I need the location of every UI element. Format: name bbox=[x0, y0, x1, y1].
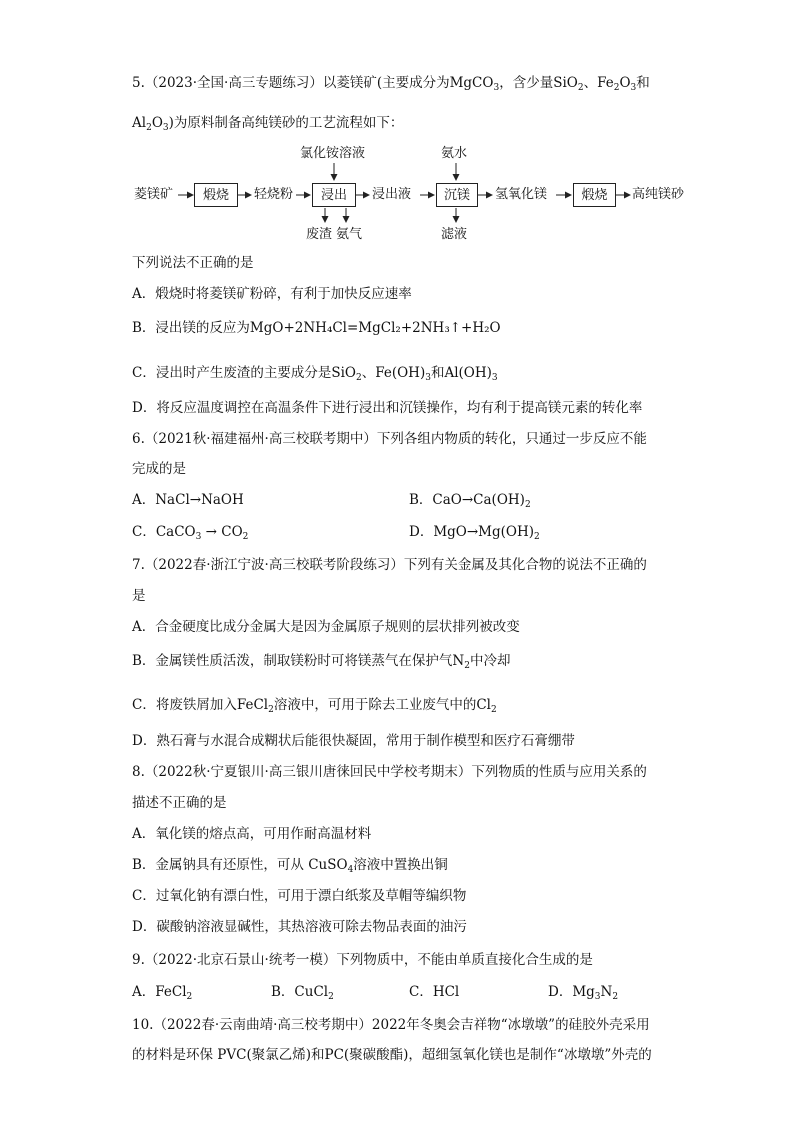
flow-powder-label: 轻烧粉 bbox=[254, 187, 294, 202]
q6-option-b: B．$CaO\to Ca(OH)_2$ bbox=[409, 492, 531, 510]
flow-raw-label: 菱镁矿 bbox=[134, 187, 174, 202]
q5-stem-line2: $Al_2O_3$)为原料制备高纯镁砂的工艺流程如下： bbox=[132, 115, 404, 133]
flow-waste-label: 废渣 bbox=[306, 227, 333, 242]
q7-option-a: A．合金硬度比成分金属大是因为金属原子规则的层状排列被改变 bbox=[132, 619, 520, 635]
q6-option-a: A．NaCl→NaOH bbox=[132, 492, 244, 508]
flow-calcine2-box: 煅烧 bbox=[573, 183, 616, 207]
q8-option-b: B．金属钠具有还原性，可从 CuSO$_4$溶液中置换出铜 bbox=[132, 857, 448, 875]
q6-option-d: D．$MgO\to Mg(OH)_2$ bbox=[409, 524, 540, 542]
q9-option-c: C．HCl bbox=[409, 984, 460, 1000]
flow-mgoh2-label: 氢氧化镁 bbox=[495, 187, 548, 202]
q5-option-d: D．将反应温度调控在高温条件下进行浸出和沉镁操作，均有利于提高镁元素的转化率 bbox=[132, 400, 643, 416]
flow-ammonia-water-label: 氨水 bbox=[441, 146, 468, 161]
flow-leachate-label: 浸出液 bbox=[372, 187, 412, 202]
q8-stem-line2: 描述不正确的是 bbox=[132, 795, 227, 811]
flow-nh4cl-label: 氯化铵溶液 bbox=[300, 146, 366, 161]
q5-option-b: B．浸出镁的反应为MgO+2NH₄Cl=MgCl₂+2NH₃↑+H₂O bbox=[132, 320, 501, 336]
q10-stem-line1: 10.（2022春·云南曲靖·高三校考期中）2022年冬奥会吉祥物“冰墩墩”的硅胶外壳采用 bbox=[132, 1017, 650, 1033]
q8-stem-line1: 8.（2022秋·宁夏银川·高三银川唐徕回民中学校考期末）下列物质的性质与应用关系的 bbox=[132, 764, 647, 780]
flow-product-label: 高纯镁砂 bbox=[632, 187, 685, 202]
q7-option-b: B．金属镁性质活泼，制取镁粉时可将镁蒸气在保护气$N_2$中冷却 bbox=[132, 653, 511, 671]
q7-option-d: D．熟石膏与水混合成糊状后能很快凝固，常用于制作模型和医疗石膏绷带 bbox=[132, 733, 575, 749]
q5-option-a: A．煅烧时将菱镁矿粉碎，有利于加快反应速率 bbox=[132, 286, 412, 302]
q5-question: 下列说法不正确的是 bbox=[132, 255, 254, 271]
q6-option-c: C．CaCO$_3$ → $CO_2$ bbox=[132, 524, 249, 542]
flow-ammonia-gas-label: 氨气 bbox=[336, 227, 363, 242]
q8-option-a: A．氧化镁的熔点高，可用作耐高温材料 bbox=[132, 826, 372, 842]
q8-option-d: D．碳酸钠溶液显碱性，其热溶液可除去物品表面的油污 bbox=[132, 919, 467, 935]
q10-stem-line2: 的材料是环保 PVC(聚氯乙烯)和PC(聚碳酸酯)，超细氢氧化镁也是制作“冰墩墩”外壳的 bbox=[132, 1047, 652, 1063]
q9-option-a: A．FeCl$_2$ bbox=[132, 984, 193, 1002]
q9-stem: 9.（2022·北京石景山·统考一模）下列物质中，不能由单质直接化合生成的是 bbox=[132, 952, 593, 968]
flow-filtrate-label: 滤液 bbox=[441, 227, 468, 242]
flow-precip-box: 沉镁 bbox=[436, 183, 478, 207]
q7-option-c: C．将废铁屑加入FeCl$_2$溶液中，可用于除去工业废气中的$Cl_2$ bbox=[132, 697, 497, 715]
q9-option-d: D．$Mg_3N_2$ bbox=[548, 984, 619, 1002]
q5-stem-line1: 5.（2023·全国·高三专题练习）以菱镁矿(主要成分为MgCO$_3$，含少量SiO$_2$、$Fe_2O_3$和 bbox=[132, 75, 650, 93]
q6-stem-line1: 6.（2021秋·福建福州·高三校联考期中）下列各组内物质的转化，只通过一步反应不能 bbox=[132, 431, 647, 447]
q7-stem-line1: 7.（2022春·浙江宁波·高三校联考阶段练习）下列有关金属及其化合物的说法不正确的 bbox=[132, 557, 647, 573]
flow-calcine1-box: 煅烧 bbox=[194, 183, 238, 207]
flow-leach-box: 浸出 bbox=[312, 183, 356, 207]
q9-option-b: B．CuCl$_2$ bbox=[271, 984, 334, 1002]
q5-option-c: C．浸出时产生废渣的主要成分是SiO$_2$、$Fe(OH)_3$和$Al(OH)_3$ bbox=[132, 365, 498, 383]
q8-option-c: C．过氧化钠有漂白性，可用于漂白纸浆及草帽等编织物 bbox=[132, 888, 467, 904]
q6-stem-line2: 完成的是 bbox=[132, 461, 186, 477]
q7-stem-line2: 是 bbox=[132, 588, 146, 604]
